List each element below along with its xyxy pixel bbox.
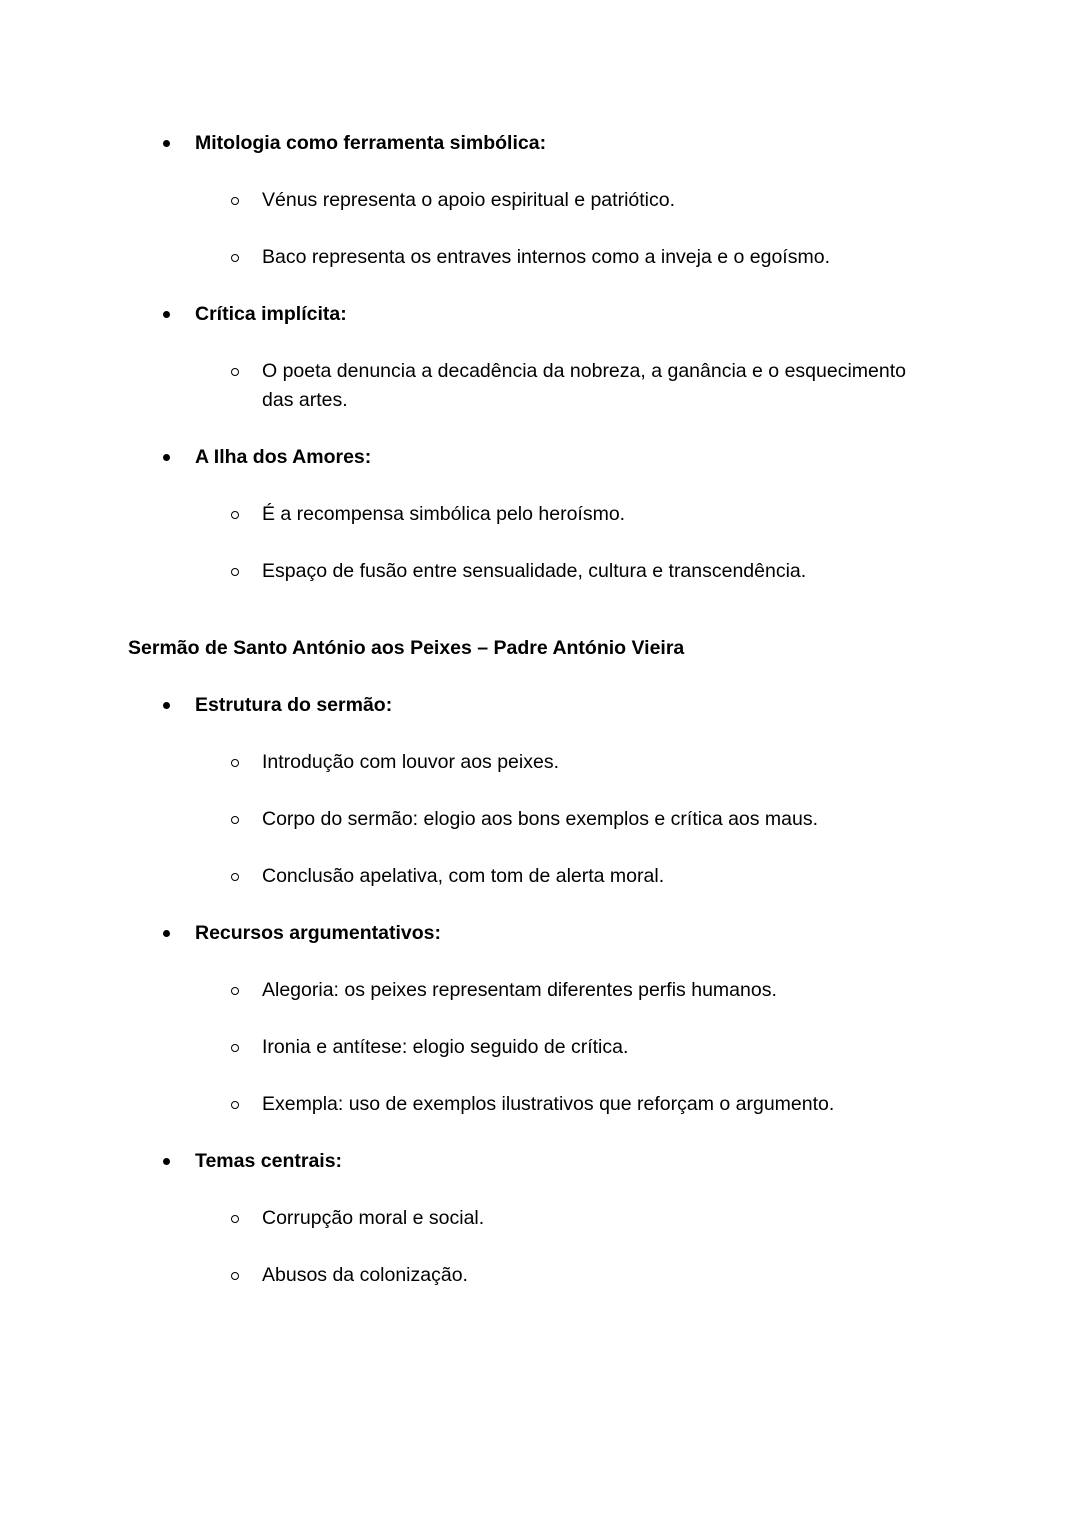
- list-item-estrutura-do-sermao: [0, 691, 1080, 720]
- circle-bullet-icon: [231, 1044, 239, 1052]
- list-item-label: Estrutura do sermão:: [195, 694, 393, 716]
- list-subitem-text: Ironia e antítese: elogio seguido de crítica.: [262, 1036, 629, 1058]
- list-subitem-text: Vénus representa o apoio espiritual e patriótico.: [262, 189, 676, 211]
- list-subitem: [0, 976, 1080, 1005]
- list-subitem: [0, 1033, 1080, 1062]
- circle-bullet-icon: [231, 1272, 239, 1280]
- circle-bullet-icon: [231, 368, 239, 376]
- list-subitem: [0, 357, 1080, 415]
- list-subitem-text: O poeta denuncia a decadência da nobreza, a ganância e o esquecimento das artes.: [262, 360, 906, 411]
- list-subitem-text: Espaço de fusão entre sensualidade, cultura e transcendência.: [262, 560, 807, 582]
- list-subitem: [0, 500, 1080, 529]
- list-item-mitologia: [0, 129, 1080, 158]
- list-subitem-text: É a recompensa simbólica pelo heroísmo.: [262, 503, 626, 525]
- list-item-temas-centrais: [0, 1147, 1080, 1176]
- list-subitem: [0, 805, 1080, 834]
- filled-bullet-icon: [163, 1158, 170, 1165]
- circle-bullet-icon: [231, 873, 239, 881]
- circle-bullet-icon: [231, 987, 239, 995]
- filled-bullet-icon: [163, 311, 170, 318]
- list-subitem-text: Corpo do sermão: elogio aos bons exemplos e crítica aos maus.: [262, 808, 819, 830]
- list-subitem-text: Conclusão apelativa, com tom de alerta moral.: [262, 865, 665, 887]
- list-subitem: [0, 1261, 1080, 1290]
- list-subitem: [0, 862, 1080, 891]
- list-subitem: [0, 1090, 1080, 1119]
- list-item-recursos-argumentativos: [0, 919, 1080, 948]
- list-subitem-text: Abusos da colonização.: [262, 1264, 468, 1286]
- list-item-label: Crítica implícita:: [195, 303, 347, 325]
- list-item-ilha-dos-amores: [0, 443, 1080, 472]
- list-subitem-text: Alegoria: os peixes representam diferentes perfis humanos.: [262, 979, 777, 1001]
- list-item-label: Temas centrais:: [195, 1150, 343, 1172]
- circle-bullet-icon: [231, 511, 239, 519]
- list-item-label: A Ilha dos Amores:: [195, 446, 372, 468]
- circle-bullet-icon: [231, 568, 239, 576]
- list-item-label: Mitologia como ferramenta simbólica:: [195, 132, 547, 154]
- list-subitem-text: Introdução com louvor aos peixes.: [262, 751, 559, 773]
- circle-bullet-icon: [231, 254, 239, 262]
- list-subitem: [0, 557, 1080, 586]
- list-item-critica-implicita: [0, 300, 1080, 329]
- filled-bullet-icon: [163, 702, 170, 709]
- list-subitem: [0, 243, 1080, 272]
- list-subitem: [0, 186, 1080, 215]
- list-item-label: Recursos argumentativos:: [195, 922, 441, 944]
- filled-bullet-icon: [163, 454, 170, 461]
- circle-bullet-icon: [231, 759, 239, 767]
- circle-bullet-icon: [231, 197, 239, 205]
- filled-bullet-icon: [163, 930, 170, 937]
- circle-bullet-icon: [231, 1215, 239, 1223]
- circle-bullet-icon: [231, 1101, 239, 1109]
- circle-bullet-icon: [231, 816, 239, 824]
- section-heading-sermao: Sermão de Santo António aos Peixes – Padre António Vieira: [128, 637, 685, 659]
- list-subitem: [0, 1204, 1080, 1233]
- filled-bullet-icon: [163, 140, 170, 147]
- list-subitem-text: Baco representa os entraves internos como a inveja e o egoísmo.: [262, 246, 830, 268]
- list-subitem-text: Corrupção moral e social.: [262, 1207, 485, 1229]
- list-subitem-text: Exempla: uso de exemplos ilustrativos que reforçam o argumento.: [262, 1093, 835, 1115]
- list-subitem: [0, 748, 1080, 777]
